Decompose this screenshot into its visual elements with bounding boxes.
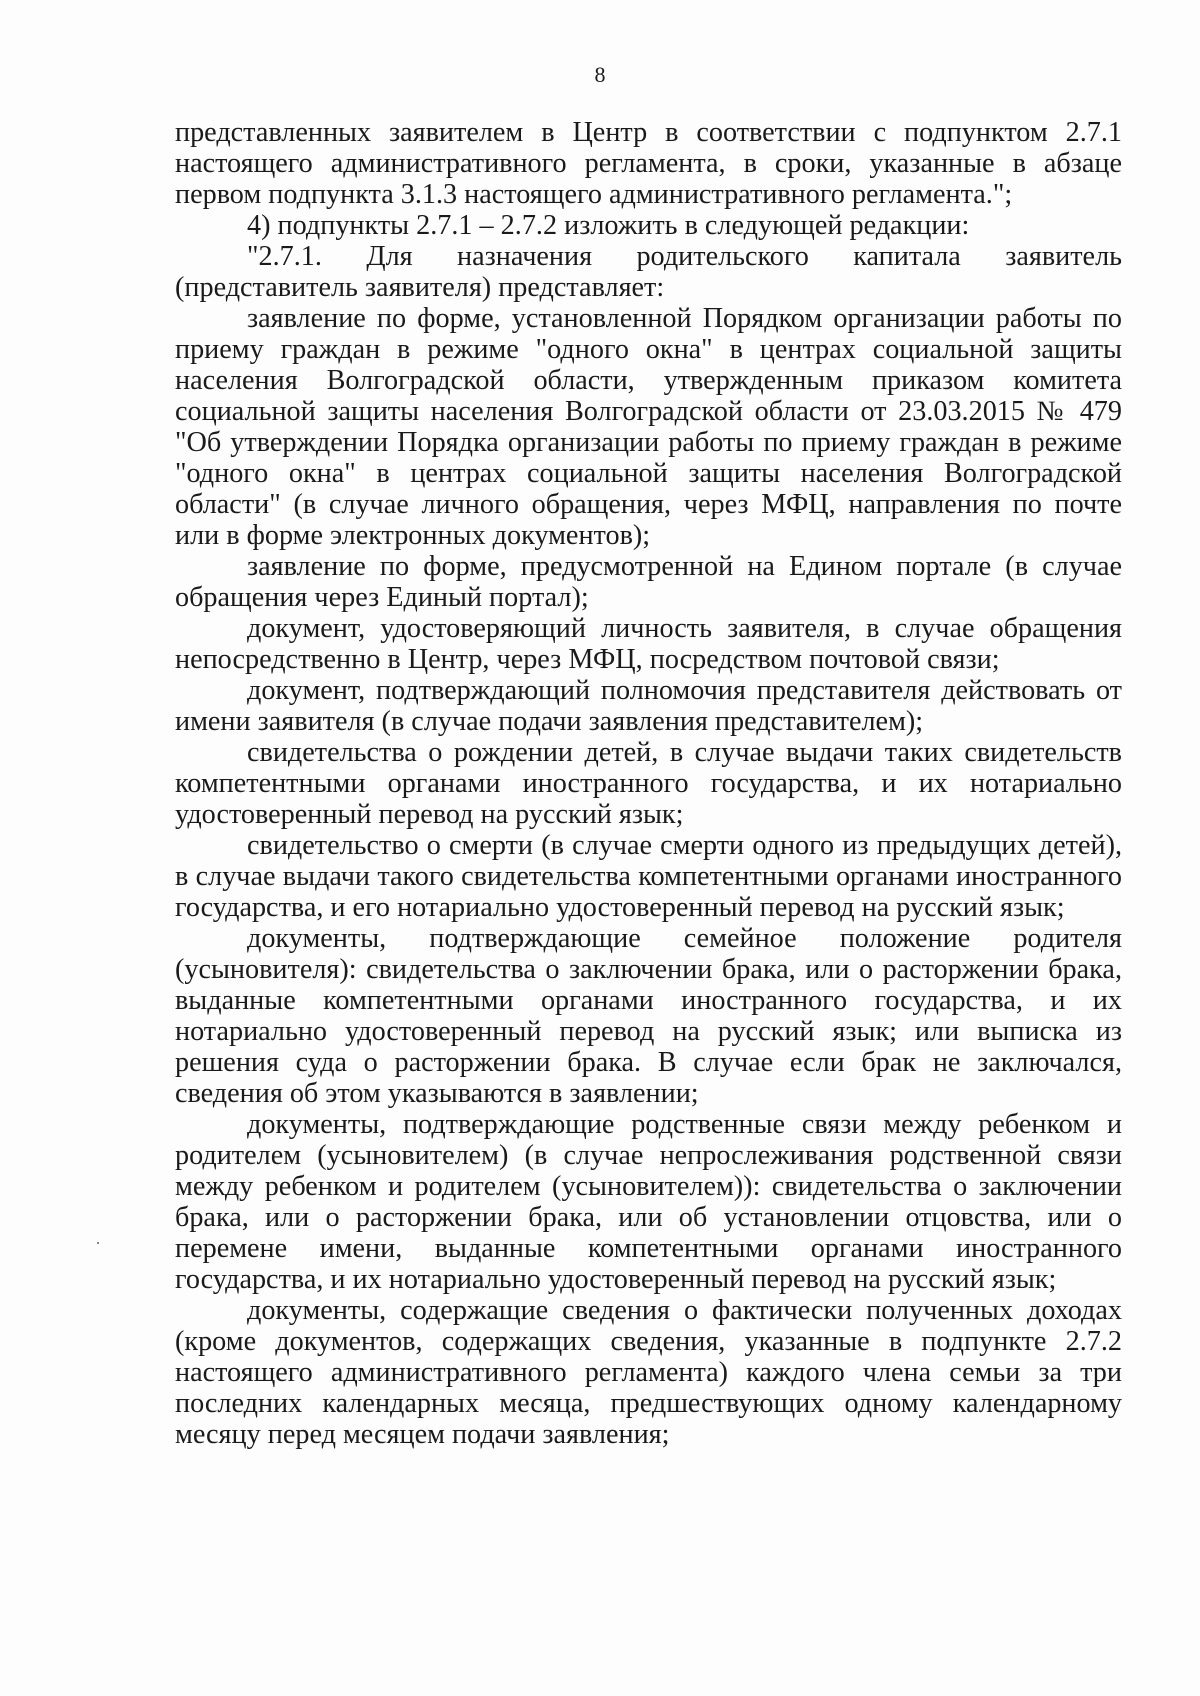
paragraph-2-7-1-intro: "2.7.1. Для назначения родительского капитала заявитель (представитель заявителя) представляет: — [175, 241, 1122, 303]
page-number: 8 — [594, 62, 606, 87]
paragraph-portal-application: заявление по форме, предусмотренной на Едином портале (в случае обращения через Единый портал); — [175, 551, 1122, 613]
paragraph-item-4: 4) подпункты 2.7.1 – 2.7.2 изложить в следующей редакции: — [247, 210, 970, 241]
scan-speck — [97, 1242, 99, 1244]
document-body — [175, 117, 1122, 1450]
paragraph-marital-status: документы, подтверждающие семейное положение родителя (усыновителя): свидетельства о заключении брака, или о расторжении брака, выданные компетентными органами иностранного государства, и их нотариально удостоверенный перевод на русский язык; или выписка из решения суда о расторжении брака. В случае если брак не заключался, сведения об этом указываются в заявлении; — [175, 923, 1122, 1109]
paragraph-application-form: заявление по форме, установленной Порядком организации работы по приему граждан в режиме "одного окна" в центрах социальной защиты населения Волгоградской области, утвержденным приказом комитета социальной защиты населения Волгоградской области от 23.03.2015 № 479 "Об утверждении Порядка организации работы по приему граждан в режиме "одного окна" в центрах социальной защиты населения Волгоградской области" (в случае личного обращения, через МФЦ, направления по почте или в форме электронных документов); — [175, 303, 1122, 551]
paragraph-identity-document: документ, удостоверяющий личность заявителя, в случае обращения непосредственно в Центр, через МФЦ, посредством почтовой связи; — [175, 613, 1122, 675]
paragraph-income-documents: документы, содержащие сведения о фактически полученных доходах (кроме документов, содержащих сведения, указанные в подпункте 2.7.2 настоящего административного регламента) каждого члена семьи за три последних календарных месяца, предшествующих одному календарному месяцу перед месяцем подачи заявления; — [175, 1295, 1122, 1450]
paragraph-kinship-documents: документы, подтверждающие родственные связи между ребенком и родителем (усыновителем) (в случае непрослеживания родственной связи между ребенком и родителем (усыновителем)): свидетельства о заключении брака, или о расторжении брака, или об установлении отцовства, или о перемене имени, выданные компетентными органами иностранного государства, и их нотариально удостоверенный перевод на русский язык; — [175, 1109, 1122, 1295]
paragraph-death-certificate: свидетельство о смерти (в случае смерти одного из предыдущих детей), в случае выдачи такого свидетельства компетентными органами иностранного государства, и его нотариально удостоверенный перевод на русский язык; — [175, 830, 1122, 923]
paragraph-authority-document: документ, подтверждающий полномочия представителя действовать от имени заявителя (в случае подачи заявления представителем); — [175, 675, 1122, 737]
paragraph-birth-certificates: свидетельства о рождении детей, в случае выдачи таких свидетельств компетентными органами иностранного государства, и их нотариально удостоверенный перевод на русский язык; — [175, 737, 1122, 830]
paragraph-continuation: представленных заявителем в Центр в соответствии с подпунктом 2.7.1 настоящего административного регламента, в сроки, указанные в абзаце первом подпункта 3.1.3 настоящего административного регламента."; — [175, 117, 1122, 210]
